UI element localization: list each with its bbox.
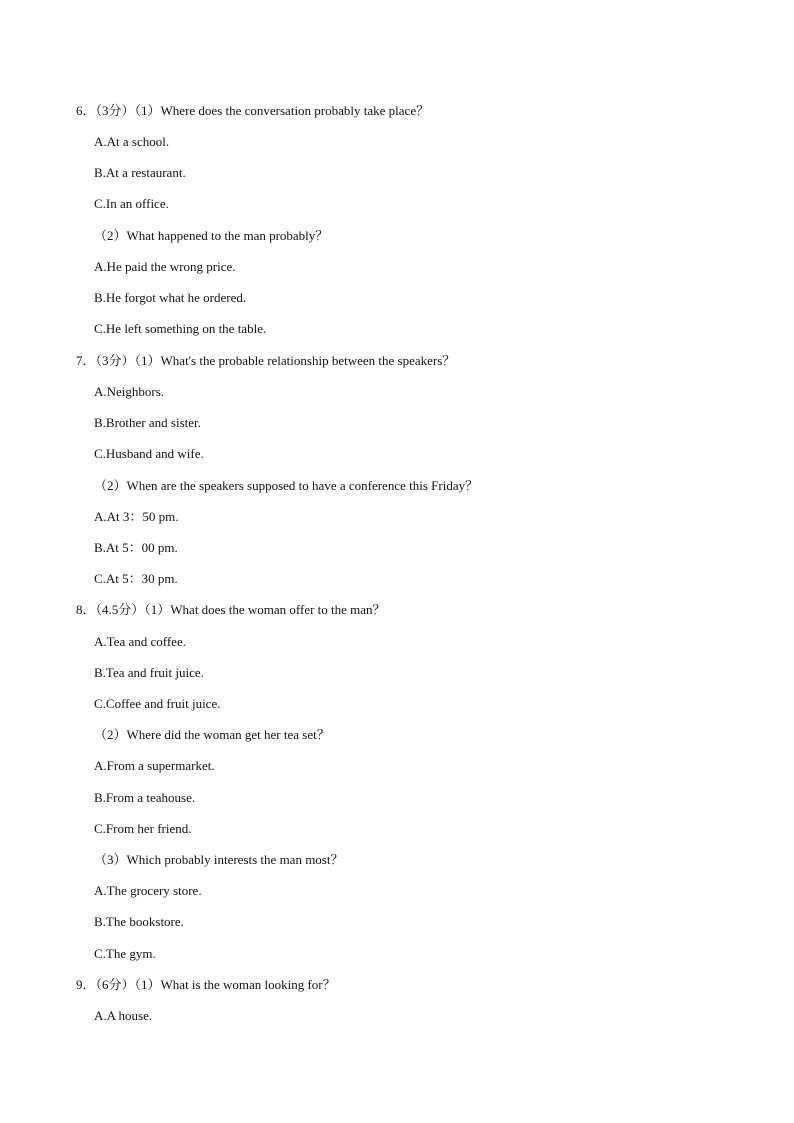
option: C.He left something on the table.	[94, 321, 267, 336]
option: C.The gym.	[94, 946, 156, 961]
option: C.In an office.	[94, 196, 169, 211]
question-points: （6分）	[95, 977, 135, 992]
option: A.From a supermarket.	[94, 758, 215, 773]
question-prompt: （2）When are the speakers supposed to have a conference this Friday？	[94, 478, 479, 493]
question-points: （3分）	[95, 103, 135, 118]
question-prompt: （2）What happened to the man probably？	[94, 228, 329, 243]
option: A.He paid the wrong price.	[94, 259, 236, 274]
question-9-header	[76, 977, 336, 993]
option: C.Husband and wife.	[94, 446, 204, 461]
option: A.At a school.	[94, 134, 170, 149]
option: B.At a restaurant.	[94, 165, 186, 180]
question-number: 8．	[76, 602, 96, 617]
question-prompt: （2）Where did the woman get her tea set？	[94, 727, 330, 742]
option: C.Coffee and fruit juice.	[94, 696, 221, 711]
option: A.A house.	[94, 1008, 153, 1023]
question-prompt: （3）Which probably interests the man most？	[94, 852, 344, 867]
option: B.At 5：00 pm.	[94, 540, 178, 555]
question-7-header	[76, 353, 455, 369]
question-prompt: （1）What's the probable relationship between the speakers？	[134, 353, 456, 368]
question-number: 9．	[76, 977, 96, 992]
question-prompt: （1）What does the woman offer to the man？	[144, 602, 386, 617]
option: A.The grocery store.	[94, 883, 202, 898]
question-6-header	[76, 103, 429, 119]
question-number: 6．	[76, 103, 96, 118]
option: C.From her friend.	[94, 821, 192, 836]
option: B.Brother and sister.	[94, 415, 201, 430]
option: B.From a teahouse.	[94, 790, 196, 805]
option: C.At 5：30 pm.	[94, 571, 178, 586]
option: B.He forgot what he ordered.	[94, 290, 247, 305]
option: A.Neighbors.	[94, 384, 165, 399]
question-8-header	[76, 602, 386, 618]
option: A.Tea and coffee.	[94, 634, 186, 649]
question-points: （3分）	[95, 353, 135, 368]
option: B.Tea and fruit juice.	[94, 665, 204, 680]
option: B.The bookstore.	[94, 914, 184, 929]
question-number: 7．	[76, 353, 96, 368]
question-prompt: （1）What is the woman looking for？	[134, 977, 336, 992]
option: A.At 3：50 pm.	[94, 509, 179, 524]
question-points: （4.5分）	[95, 602, 145, 617]
question-prompt: （1）Where does the conversation probably take place？	[134, 103, 430, 118]
